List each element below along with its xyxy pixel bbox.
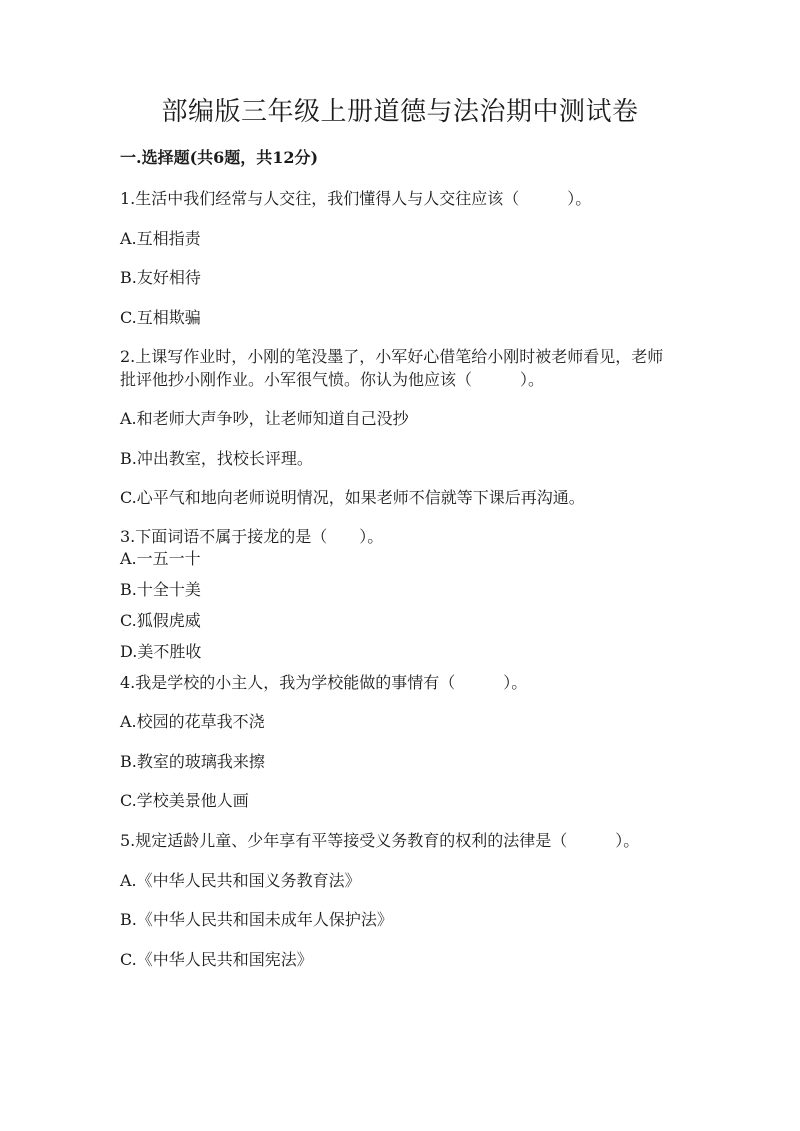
question-2-stem-line-1: 2.上课写作业时，小刚的笔没墨了，小军好心借笔给小刚时被老师看见，老师 <box>120 347 664 366</box>
question-4-stem: 4.我是学校的小主人，我为学校能做的事情有（ ）。 <box>120 673 528 692</box>
question-4-option-c: C.学校美景他人画 <box>120 791 249 810</box>
question-5-option-c: C.《中华人民共和国宪法》 <box>120 950 313 969</box>
question-2-option-b: B.冲出教室，找校长评理。 <box>120 449 313 468</box>
question-3-option-d: D.美不胜收 <box>120 642 202 661</box>
question-2-option-c: C.心平气和地向老师说明情况，如果老师不信就等下课后再沟通。 <box>120 488 585 507</box>
question-3-option-c: C.狐假虎威 <box>120 611 201 630</box>
question-5-stem: 5.规定适龄儿童、少年享有平等接受义务教育的权利的法律是（ ）。 <box>120 831 640 850</box>
question-3-option-b: B.十全十美 <box>120 580 201 599</box>
question-3-stem: 3.下面词语不属于接龙的是（ ）。 <box>120 527 384 546</box>
question-1-option-b: B.友好相待 <box>120 268 201 287</box>
question-2-stem-line-2: 批评他抄小刚作业。小军很气愤。你认为他应该（ ）。 <box>120 370 545 389</box>
question-1-option-c: C.互相欺骗 <box>120 308 201 327</box>
document-title: 部编版三年级上册道德与法治期中测试卷 <box>161 97 639 127</box>
question-4-option-a: A.校园的花草我不浇 <box>120 712 265 731</box>
question-5-option-a: A.《中华人民共和国义务教育法》 <box>120 871 361 890</box>
question-3-option-a: A.一五一十 <box>120 549 201 568</box>
section-heading: 一.选择题(共6题，共12分) <box>120 148 319 167</box>
question-1-stem: 1.生活中我们经常与人交往，我们懂得人与人交往应该（ ）。 <box>120 189 592 208</box>
question-4-option-b: B.教室的玻璃我来擦 <box>120 752 265 771</box>
question-5-option-b: B.《中华人民共和国未成年人保护法》 <box>120 910 393 929</box>
question-2-option-a: A.和老师大声争吵，让老师知道自己没抄 <box>120 409 409 428</box>
question-1-option-a: A.互相指责 <box>120 229 201 248</box>
